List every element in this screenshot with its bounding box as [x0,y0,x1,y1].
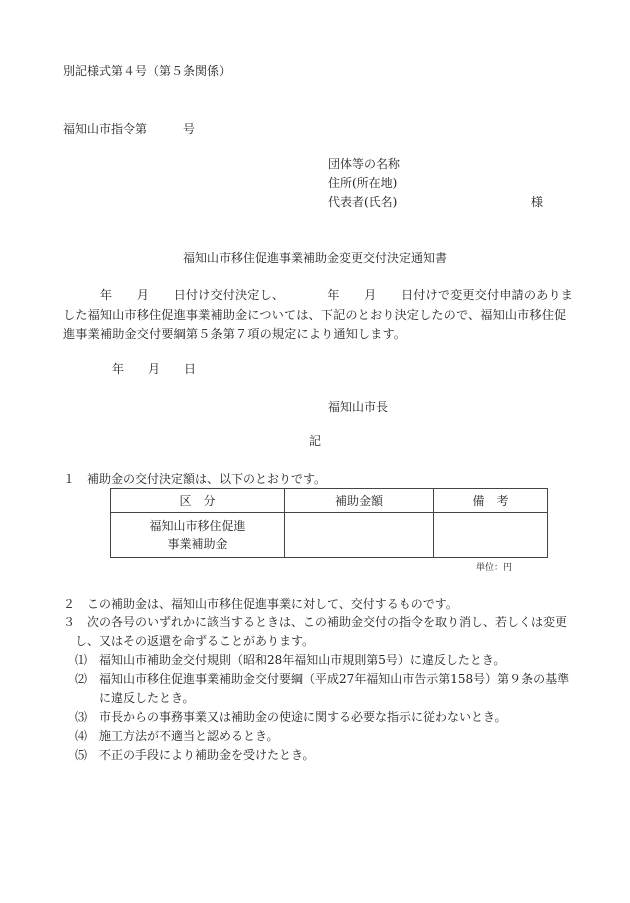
header-category: 区 分 [111,489,285,513]
header-note: 備 考 [434,489,548,513]
issuer: 福知山市長 [328,400,389,414]
table-row [111,513,548,558]
section-1-text: １ 補助金の交付決定額は、以下のとおりです。 [63,472,327,486]
section-2-text: ２ この補助金は、福知山市移住促進事業に対して、交付するものです。 [63,597,458,611]
date-line: 年 月 日 [112,362,197,376]
directive-number: 福知山市指令第 号 [63,122,196,136]
recipient-honorific: 様 [531,195,544,209]
subsidy-table [110,488,548,558]
cell-amount [285,513,434,558]
section-3-text: ３ 次の各号のいずれかに該当するときは、この補助金交付の指令を取り消し、若しくは変更し、又はその返還を命ずることがあります。 [63,615,568,648]
form-number: 別記様式第４号（第５条関係） [63,64,232,78]
section-3 [63,613,578,765]
section-3-item: ⑸ 不正の手段により補助金を受けたとき。 [75,748,315,762]
ki-heading: 記 [309,434,322,448]
recipient-representative: 代表者(氏名) [328,195,398,209]
cell-note [434,513,548,558]
section-3-item: ⑷ 施工方法が不適当と認めるとき。 [75,729,279,743]
document-title: 福知山市移住促進事業補助金変更交付決定通知書 [183,251,448,265]
cell-category: 福知山市移住促進事業補助金 [111,513,285,558]
recipient-org-name: 団体等の名称 [328,157,401,171]
recipient-address: 住所(所在地) [328,176,398,190]
header-amount: 補助金額 [285,489,434,513]
section-3-item: ⑴ 福知山市補助金交付規則（昭和28年福知山市規則第5号）に違反したとき。 [75,653,506,667]
unit-label: 単位：円 [476,563,513,573]
section-3-item: ⑶ 市長からの事務事業又は補助金の使途に関する必要な指示に従わないとき。 [75,710,507,724]
intro-paragraph: 年 月 日付け交付決定し、 年 月 日付けで変更交付申請のありました福知山市移住促進事業補助金については、下記のとおり決定したので、福知山市移住促進事業補助金交付要綱第５条第７項の規定により通知します。 [63,288,573,341]
section-3-item: ⑵ 福知山市移住促進事業補助金交付要綱（平成27年福知山市告示第158号）第９条の基準に違反したとき。 [75,672,570,705]
table-header-row [111,489,548,513]
